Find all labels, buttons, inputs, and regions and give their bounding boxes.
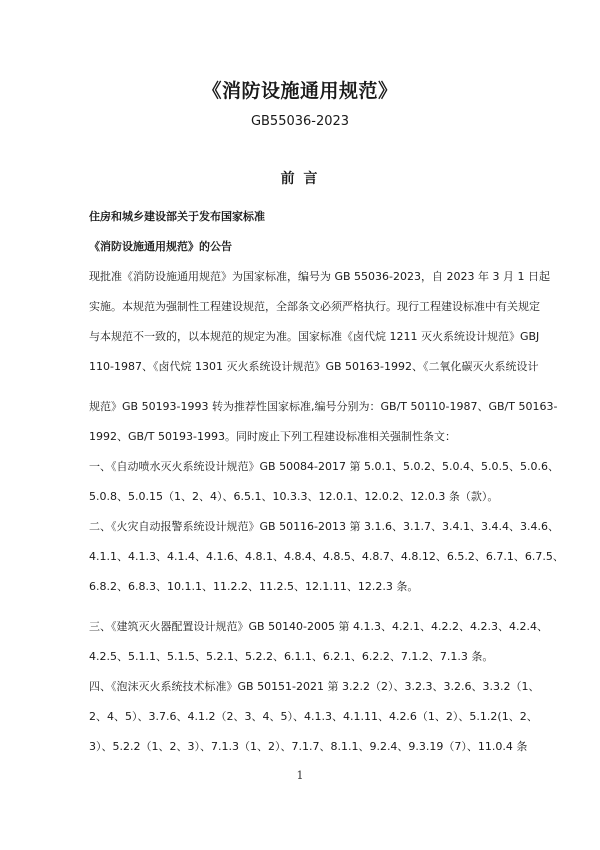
paragraph-line: 6.8.2、6.8.3、10.1.1、11.2.2、11.2.5、12.1.11、12.2.3 条。 bbox=[89, 580, 419, 593]
notice-line-1: 住房和城乡建设部关于发布国家标准 bbox=[89, 210, 265, 223]
paragraph-line: 4.1.1、4.1.3、4.1.4、4.1.6、4.8.1、4.8.4、4.8.5、4.8.7、4.8.12、6.5.2、6.7.1、6.7.5、 bbox=[89, 550, 564, 563]
section-heading: 前 言 bbox=[280, 171, 320, 187]
paragraph-line: 一、《自动喷水灭火系统设计规范》GB 50084-2017 第 5.0.1、5.0.2、5.0.4、5.0.5、5.0.6、 bbox=[89, 460, 559, 473]
paragraph-line: 1992、GB/T 50193-1993。同时废止下列工程建设标准相关强制性条文： bbox=[89, 430, 456, 443]
page-number: 1 bbox=[296, 769, 304, 782]
paragraph-line: 110-1987、《卤代烷 1301 灭火系统设计规范》GB 50163-1992、《二氧化碳灭火系统设计 bbox=[89, 360, 539, 373]
paragraph-line: 现批准《消防设施通用规范》为国家标准，编号为 GB 55036-2023，自 2023 年 3 月 1 日起 bbox=[89, 270, 550, 283]
document-code: GB55036-2023 bbox=[250, 114, 350, 129]
paragraph-line: 2、4、5）、3.7.6、4.1.2（2、3、4、5）、4.1.3、4.1.11、4.2.6（1、2）、5.1.2(1、2、 bbox=[89, 710, 538, 723]
paragraph-line: 规范》GB 50193-1993 转为推荐性国家标准,编号分别为：GB/T 50110-1987、GB/T 50163- bbox=[89, 400, 558, 413]
paragraph-line: 4.2.5、5.1.1、5.1.5、5.2.1、5.2.2、6.1.1、6.2.1、6.2.2、7.1.2、7.1.3 条。 bbox=[89, 650, 494, 663]
paragraph-line: 二、《火灾自动报警系统设计规范》GB 50116-2013 第 3.1.6、3.1.7、3.4.1、3.4.4、3.4.6、 bbox=[89, 520, 559, 533]
notice-line-2: 《消防设施通用规范》的公告 bbox=[89, 240, 232, 253]
paragraph-line: 与本规范不一致的，以本规范的规定为准。国家标准《卤代烷 1211 灭火系统设计规范》GBJ bbox=[89, 330, 540, 343]
paragraph-line: 三、《建筑灭火器配置设计规范》GB 50140-2005 第 4.1.3、4.2.1、4.2.2、4.2.3、4.2.4、 bbox=[89, 620, 548, 633]
document-title: 《消防设施通用规范》 bbox=[202, 80, 398, 102]
paragraph-line: 实施。本规范为强制性工程建设规范，全部条文必须严格执行。现行工程建设标准中有关规定 bbox=[89, 300, 540, 313]
paragraph-line: 四、《泡沫灭火系统技术标准》GB 50151-2021 第 3.2.2（2）、3.2.3、3.2.6、3.3.2（1、 bbox=[89, 680, 540, 693]
paragraph-line: 5.0.8、5.0.15（1、2、4）、6.5.1、10.3.3、12.0.1、12.0.2、12.0.3 条（款）。 bbox=[89, 490, 499, 503]
paragraph-line: 3）、5.2.2（1、2、3）、7.1.3（1、2）、7.1.7、8.1.1、9.2.4、9.3.19（7）、11.0.4 条 bbox=[89, 740, 528, 753]
